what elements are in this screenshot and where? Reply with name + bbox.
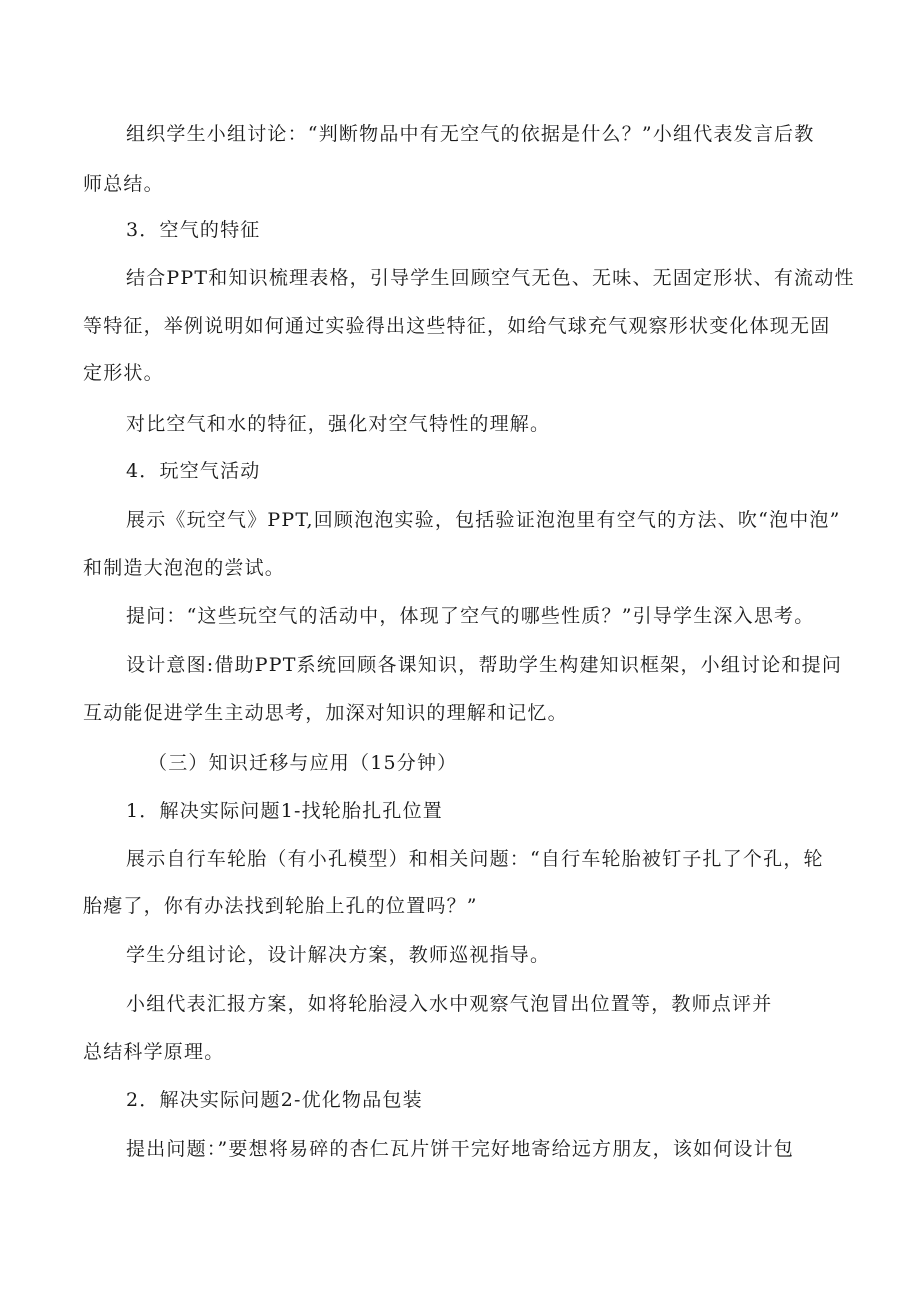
paragraph-line: 设计意图:借助PPT系统回顾各课知识，帮助学生构建知识框架，小组讨论和提问 [126, 654, 843, 676]
paragraph-line: 等特征，举例说明如何通过实验得出这些特征，如给气球充气观察形状变化体现无固 [83, 315, 831, 337]
paragraph-line: 提出问题：”要想将易碎的杏仁瓦片饼干完好地寄给远方朋友，该如何设计包 [126, 1138, 795, 1160]
subsection-heading-packaging: 2．解决实际问题2-优化物品包装 [126, 1089, 423, 1111]
paragraph-line: 互动能促进学生主动思考，加深对知识的理解和记忆。 [83, 702, 568, 724]
paragraph-line: 总结科学原理。 [83, 1041, 225, 1063]
paragraph-line: 展示自行车轮胎（有小孔模型）和相关问题：“自行车轮胎被钉子扎了个孔，轮 [126, 848, 824, 870]
paragraph-line: 和制造大泡泡的尝试。 [83, 557, 286, 579]
paragraph-line: 提问：“这些玩空气的活动中，体现了空气的哪些性质？”引导学生深入思考。 [126, 605, 815, 627]
paragraph-line: 组织学生小组讨论：“判断物品中有无空气的依据是什么？”小组代表发言后教 [126, 123, 815, 145]
paragraph-line: 结合PPT和知识梳理表格，引导学生回顾空气无色、无味、无固定形状、有流动性 [126, 267, 855, 289]
section-heading-knowledge-transfer: （三）知识迁移与应用（15分钟） [148, 752, 458, 774]
paragraph-line: 学生分组讨论，设计解决方案，教师巡视指导。 [126, 944, 551, 966]
paragraph-line: 展示《玩空气》PPT,回顾泡泡实验，包括验证泡泡里有空气的方法、吹“泡中泡” [126, 509, 841, 531]
section-heading-play-air: 4．玩空气活动 [126, 460, 261, 482]
paragraph-line: 小组代表汇报方案，如将轮胎浸入水中观察气泡冒出位置等，教师点评并 [126, 993, 773, 1015]
subsection-heading-tire-hole: 1．解决实际问题1-找轮胎扎孔位置 [126, 800, 443, 822]
paragraph-line: 师总结。 [83, 173, 164, 195]
paragraph-line: 胎瘪了，你有办法找到轮胎上孔的位置吗？” [83, 895, 478, 917]
paragraph-line: 定形状。 [83, 362, 164, 384]
section-heading-air-features: 3．空气的特征 [126, 219, 261, 241]
paragraph-line: 对比空气和水的特征，强化对空气特性的理解。 [126, 413, 551, 435]
